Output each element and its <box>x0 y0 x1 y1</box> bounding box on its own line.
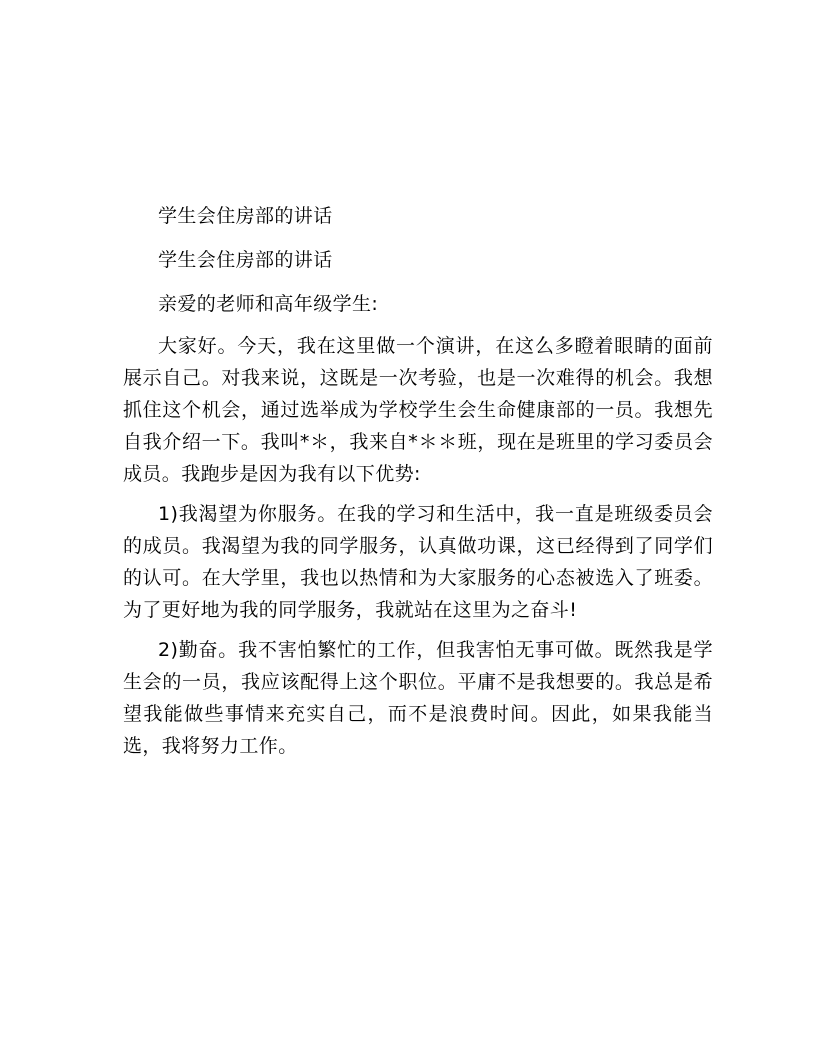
paragraph-point-2: 2)勤奋。我不害怕繁忙的工作，但我害怕无事可做。既然我是学生会的一员，我应该配得上这个职位。平庸不是我想要的。我总是希望我能做些事情来充实自己，而不是浪费时间。因此，如果我能当选，我将努力工作。 <box>123 639 713 757</box>
document-title: 学生会住房部的讲话 <box>158 205 333 227</box>
paragraph-point-1: 1)我渴望为你服务。在我的学习和生活中，我一直是班级委员会的成员。我渴望为我的同学服务，认真做功课，这已经得到了同学们的认可。在大学里，我也以热情和为大家服务的心态被选入了班委。为了更好地为我的同学服务，我就站在这里为之奋斗! <box>123 503 713 621</box>
document-page <box>123 200 713 770</box>
paragraph-intro: 大家好。今天，我在这里做一个演讲，在这么多瞪着眼睛的面前展示自己。对我来说，这既是一次考验，也是一次难得的机会。我想抓住这个机会，通过选举成为学校学生会生命健康部的一员。我想先自我介绍一下。我叫*＊，我来自*＊＊班，现在是班里的学习委员会成员。我跑步是因为我有以下优势: <box>123 335 713 485</box>
document-subtitle: 学生会住房部的讲话 <box>158 249 333 271</box>
salutation: 亲爱的老师和高年级学生: <box>158 293 379 315</box>
